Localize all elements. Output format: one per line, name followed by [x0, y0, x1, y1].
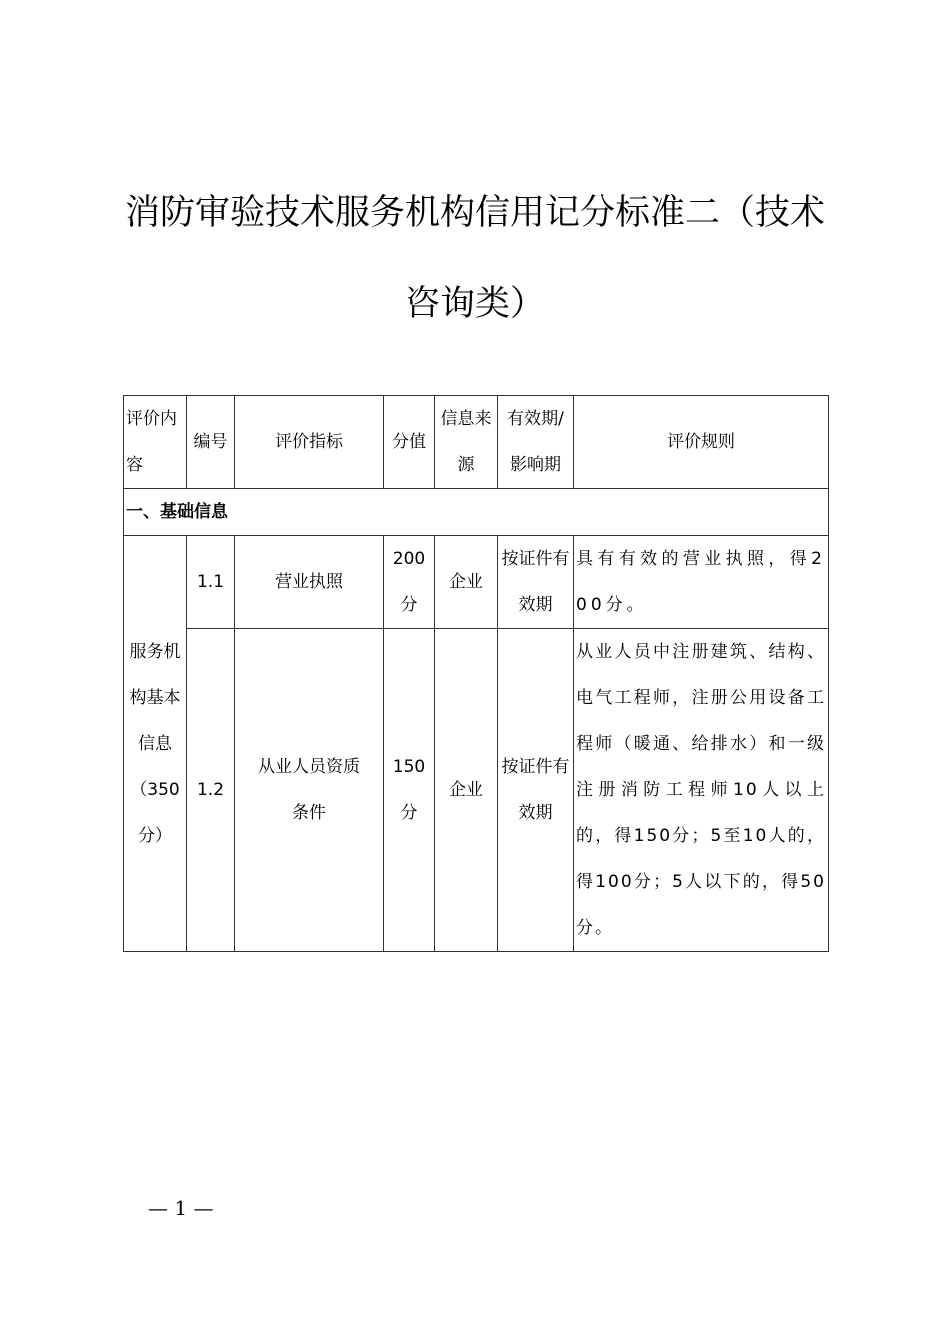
- document-title-line-2: 咨询类）: [404, 284, 545, 324]
- row-indicator: 营业执照: [235, 536, 384, 629]
- header-number: 编号: [187, 396, 235, 489]
- group-label: 服务机构基本信息（350分）: [124, 536, 187, 952]
- row-number: 1.2: [187, 629, 235, 952]
- credit-score-table: [123, 395, 829, 952]
- header-validity: 有效期/影响期: [498, 396, 574, 489]
- row-score: 150分: [384, 629, 435, 952]
- table-row: [124, 536, 829, 629]
- row-validity: 按证件有效期: [498, 629, 574, 952]
- header-content: 评价内容: [124, 396, 187, 489]
- table-header-row: [124, 396, 829, 489]
- row-source: 企业: [435, 536, 498, 629]
- row-source: 企业: [435, 629, 498, 952]
- header-rule: 评价规则: [574, 396, 829, 489]
- section-title: 一、基础信息: [124, 489, 829, 536]
- header-source: 信息来源: [435, 396, 498, 489]
- document-title-line-1: 消防审验技术服务机构信用记分标准二（技术: [124, 193, 825, 233]
- row-number: 1.1: [187, 536, 235, 629]
- page-number: — 1 —: [148, 1196, 214, 1220]
- row-validity: 按证件有效期: [498, 536, 574, 629]
- row-indicator: 从业人员资质条件: [235, 629, 384, 952]
- row-rule: 具有有效的营业执照，得200分。: [574, 536, 829, 629]
- row-rule: 从业人员中注册建筑、结构、电气工程师，注册公用设备工程师（暖通、给排水）和一级注册消防工程师10人以上的，得150分；5至10人的，得100分；5人以下的，得50分。: [574, 629, 829, 952]
- table-row: [124, 629, 829, 952]
- header-indicator: 评价指标: [235, 396, 384, 489]
- row-score: 200分: [384, 536, 435, 629]
- section-row: [124, 489, 829, 536]
- header-score: 分值: [384, 396, 435, 489]
